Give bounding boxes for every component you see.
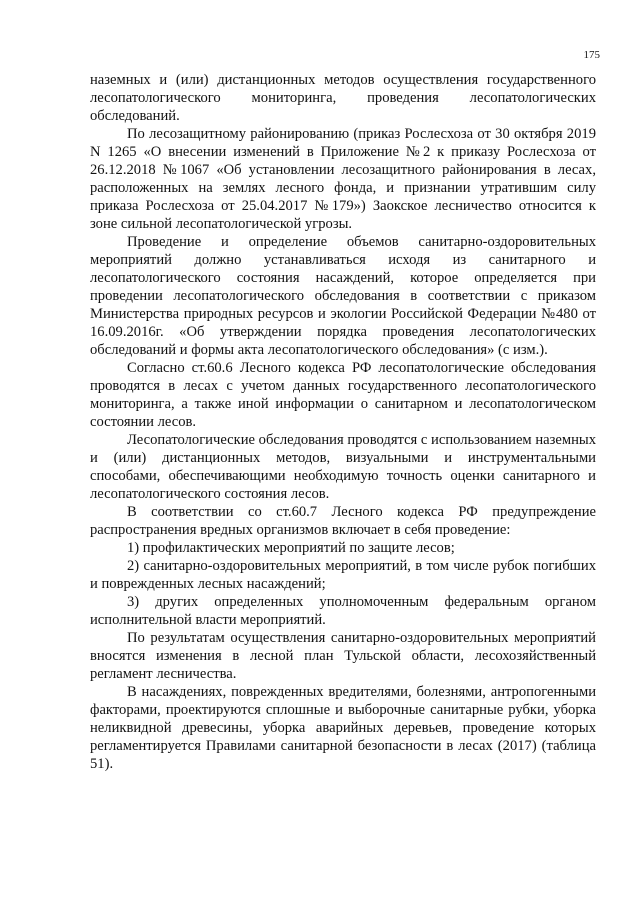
paragraph-forest-plan: По результатам осуществления санитарно-оздоровительных мероприятий вносятся изменения в лесной план Тульской области, лесохозяйственный регламент лесничества. bbox=[90, 630, 596, 682]
paragraph-sanitary-felling: В насаждениях, поврежденных вредителями, болезнями, антропогенными факторами, проектируются сплошные и выборочные санитарные рубки, уборка неликвидной древесины, уборка аварийных деревьев, проведение которых регламентируется Правилами санитарной безопасности в лесах (2017) (таблица 51). bbox=[90, 684, 596, 772]
list-item-1: 1) профилактических мероприятий по защите лесов; bbox=[127, 540, 455, 556]
paragraph-article-60-7: В соответствии со ст.60.7 Лесного кодекса РФ предупреждение распространения вредных организмов включает в себя проведение: bbox=[90, 504, 596, 538]
paragraph-sanitary-measures: Проведение и определение объемов санитарно-оздоровительных мероприятий должно устанавливаться исходя из санитарного и лесопатологического состояния насаждений, которое определяется при проведении лесопатологического обследования в соответствии с приказом Министерства природных ресурсов и экологии Российской Федерации №480 от 16.09.2016г. «Об утверждении порядка проведения лесопатологических обследований и формы акта лесопатологического обследования» (с изм.). bbox=[90, 234, 596, 358]
page-number: 175 bbox=[583, 49, 600, 61]
list-item-2: 2) санитарно-оздоровительных мероприятий, в том числе рубок погибших и поврежденных лесных насаждений; bbox=[90, 558, 596, 592]
paragraph-survey-methods: Лесопатологические обследования проводятся с использованием наземных и (или) дистанционных методов, визуальными и инструментальными способами, обеспечивающими необходимую точность оценки санитарного и лесопатологического состояния лесов. bbox=[90, 432, 596, 502]
paragraph-zoning: По лесозащитному районированию (приказ Рослесхоза от 30 октября 2019 N 1265 «О внесении изменений в Приложение №2 к приказу Рослесхоза от 26.12.2018 №1067 «Об установлении лесозащитного районирования в лесах, расположенных на землях лесного фонда, и признании утратившим силу приказа Рослесхоза от 25.04.2017 №179») Заокское лесничество относится к зоне сильной лесопатологической угрозы. bbox=[90, 126, 596, 232]
paragraph-article-60-6: Согласно ст.60.6 Лесного кодекса РФ лесопатологические обследования проводятся в лесах с учетом данных государственного лесопатологического мониторинга, а также иной информации о санитарном и лесопатологическом состоянии лесов. bbox=[90, 360, 596, 430]
list-item-3: 3) других определенных уполномоченным федеральным органом исполнительной власти мероприятий. bbox=[90, 594, 596, 628]
paragraph-continuation: наземных и (или) дистанционных методов осуществления государственного лесопатологического мониторинга, проведения лесопатологических обследований. bbox=[90, 72, 596, 124]
document-body bbox=[90, 71, 596, 773]
